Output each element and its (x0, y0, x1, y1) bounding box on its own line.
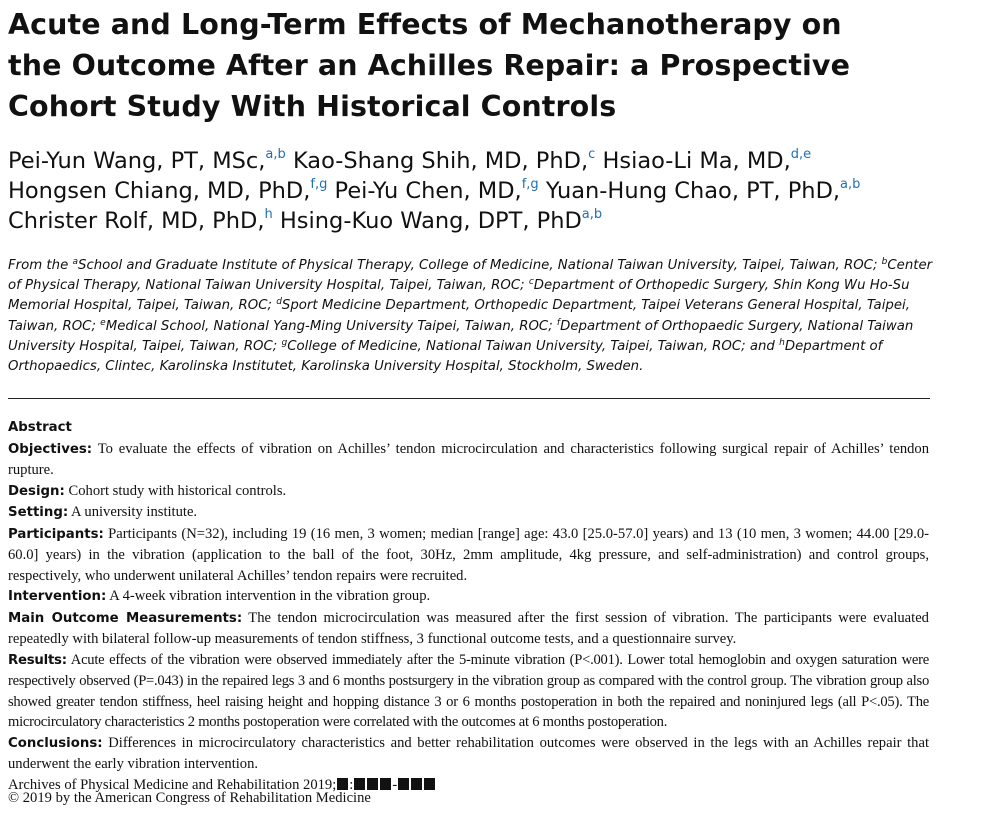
abstract-outcomes (8, 608, 929, 650)
author-name: Hsing-Kuo Wang, DPT, PhD (279, 208, 582, 234)
affiliation-text: Medical School, National Yang-Ming University Taipei, Taiwan, ROC; (105, 318, 557, 334)
author-affiliation-mark: a,b (265, 147, 286, 162)
setting-text: A university institute. (71, 504, 198, 520)
author-name: Hsiao-Li Ma, MD, (602, 148, 791, 174)
abstract-setting (8, 502, 929, 524)
design-label: Design: (8, 483, 65, 499)
redaction-block (424, 778, 435, 790)
affiliation-mark: d (276, 297, 282, 308)
intervention-label: Intervention: (8, 589, 107, 604)
participants-label: Participants: (8, 526, 104, 542)
affiliation-text: School and Graduate Institute of Physical Therapy, College of Medicine, National Taiwan University, Taipei, Taiwan, ROC; (78, 258, 882, 273)
intervention-text: A 4-week vibration intervention in the vibration group. (109, 588, 431, 604)
affiliation-mark: b (881, 257, 888, 267)
affiliation-text: Sport Medicine Department, Orthopedic Department, Taipei Veterans General Hospital, Taipei, Taiwan, ROC; (8, 298, 910, 334)
abstract-intervention (8, 586, 929, 608)
author-list (8, 146, 968, 236)
abstract-results (8, 650, 929, 733)
affiliation-mark: f (556, 317, 561, 328)
author-name: Kao-Shang Shih, MD, PhD, (292, 148, 589, 174)
author-affiliation-mark: a,b (581, 207, 603, 222)
abstract (8, 418, 929, 795)
outcomes-text: The tendon microcirculation was measured after the first session of vibration. The participants were evaluated repeatedly with bilateral follow-up measurements of tendon stiffness, 3 functional outcome tests, and a questionnaire survey. (8, 609, 929, 647)
author-name: Christer Rolf, MD, PhD, (8, 208, 265, 234)
abstract-conclusions (8, 733, 929, 775)
title-line: the Outcome After an Achilles Repair: a Prospective (8, 49, 851, 82)
affiliation-text: Department of Orthopedic Surgery, Shin Kong Wu Ho-Su Memorial Hospital, Taipei, Taiwan, ROC; (8, 278, 910, 314)
author-affiliation-mark: f,g (521, 177, 539, 192)
abstract-heading: Abstract (8, 420, 72, 435)
affiliations (8, 256, 938, 377)
redaction-block (411, 778, 422, 790)
redaction-block (337, 778, 348, 790)
author-affiliation-mark: f,g (310, 177, 328, 192)
author-affiliation-mark: a,b (840, 177, 861, 192)
redaction-block (398, 778, 409, 790)
abstract-objectives (8, 439, 929, 481)
objectives-label: Objectives: (8, 441, 93, 457)
journal-text: Archives of Physical Medicine and Rehabilitation 2019; (8, 776, 337, 793)
affiliation-mark: e (100, 317, 106, 328)
affiliation-mark: a (72, 257, 78, 267)
abstract-design (8, 481, 929, 503)
results-text: Acute effects of the vibration were observed immediately after the 5-minute vibration (P<.001). Lower total hemoglobin and oxygen saturation were respectively observed (P=.043) in the repaired legs 3 and 6 months postsurgery in the vibration group as compared with the control group. The vibration group also showed greater tendon stiffness, heel raising height and hopping distance 3 or 6 months postoperation in both the repaired and noninjured legs (all P<.05). The microcirculatory characteristics 2 months postoperation were correlated with the outcomes at 6 months postoperation. (8, 651, 929, 730)
setting-label: Setting: (8, 505, 69, 520)
author-name: Pei-Yun Wang, PT, MSc, (8, 148, 266, 174)
affiliation-text: Center of Physical Therapy, National Taiwan University Hospital, Taipei, Taiwan, ROC; (8, 258, 933, 294)
journal-citation: Archives of Physical Medicine and Rehabilitation 2019; : - (8, 775, 929, 796)
affiliations-prefix: From the (8, 258, 73, 273)
author-line (8, 146, 968, 176)
redaction-block (354, 778, 365, 790)
section-divider (8, 398, 930, 399)
affiliation-mark: c (528, 277, 534, 288)
outcomes-label: Main Outcome Measurements: (8, 610, 243, 626)
copyright-notice: © 2019 by the American Congress of Rehabilitation Medicine (8, 790, 371, 806)
affiliation-text: Department of Orthopaedic Surgery, National Taiwan University Hospital, Taipei, Taiwan, ROC; (8, 318, 914, 354)
conclusions-label: Conclusions: (8, 735, 103, 751)
results-label: Results: (8, 652, 67, 668)
design-text: Cohort study with historical controls. (68, 482, 287, 499)
affiliation-text: College of Medicine, National Taiwan University, Taipei, Taiwan, ROC; and (287, 338, 780, 354)
author-affiliation-mark: h (264, 207, 273, 222)
article-title (8, 4, 888, 127)
author-line (8, 176, 968, 206)
title-line: Cohort Study With Historical Controls (8, 90, 617, 123)
author-name: Yuan-Hung Chao, PT, PhD, (545, 178, 841, 204)
affiliation-text: Department of Orthopaedics, Clintec, Karolinska Institutet, Karolinska University Hospital, Stockholm, Sweden. (8, 338, 883, 375)
affiliation-mark: h (779, 337, 785, 348)
author-name: Hongsen Chiang, MD, PhD, (8, 178, 311, 204)
redaction-block (367, 778, 378, 790)
author-name: Pei-Yu Chen, MD, (334, 178, 522, 204)
title-line: Acute and Long-Term Effects of Mechanotherapy on (8, 8, 842, 41)
redaction-block (380, 778, 391, 790)
abstract-participants (8, 524, 929, 587)
affiliation-mark: g (281, 337, 288, 348)
participants-text: Participants (N=32), including 19 (16 men, 3 women; median [range] age: 43.0 [25.0-57.0] years) and 13 (10 men, 3 women; 44.00 [29.0-60.0] years) in the vibration (application to the ball of the foot, 30Hz, 2mm amplitude, 4kg pressure, and self-administration) and control groups, respectively, who underwent unilateral Achilles’ tendon repairs were recruited. (8, 525, 929, 584)
objectives-text: To evaluate the effects of vibration on Achilles’ tendon microcirculation and characteristics following surgical repair of Achilles’ tendon rupture. (8, 440, 930, 478)
author-affiliation-mark: c (588, 147, 596, 162)
conclusions-text: Differences in microcirculatory characteristics and better rehabilitation outcomes were observed in the legs with an Achilles repair that underwent the early vibration intervention. (8, 734, 929, 772)
author-affiliation-mark: d,e (790, 147, 812, 162)
author-line (8, 206, 968, 236)
